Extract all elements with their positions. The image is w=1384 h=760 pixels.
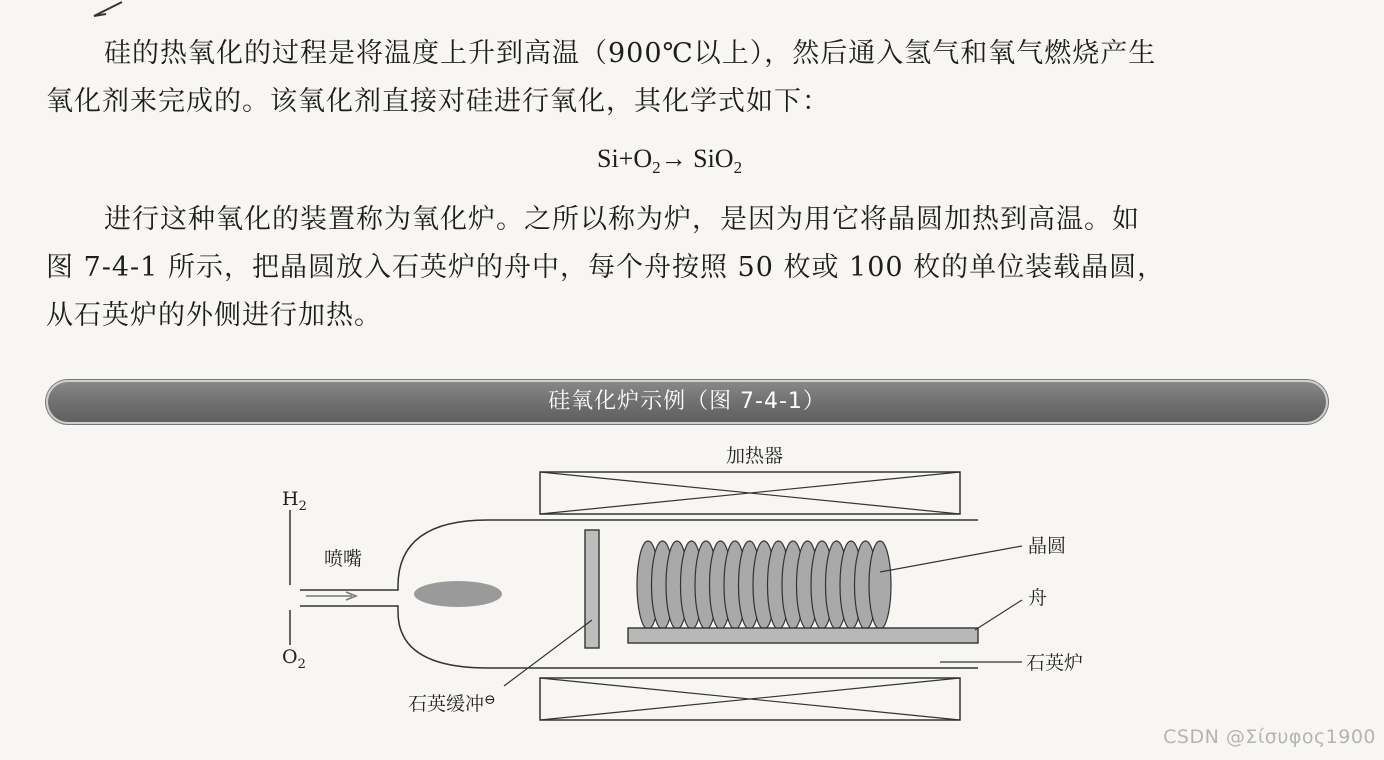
wafer-stack <box>637 541 891 629</box>
equation-reactants: Si+O <box>597 144 653 173</box>
flame-icon <box>414 581 502 607</box>
quartz-buffer-label: 石英缓冲⊖ <box>408 692 496 715</box>
wafer-boat <box>628 628 978 643</box>
wafer-label: 晶圆 <box>1028 535 1067 557</box>
boat-label: 舟 <box>1028 587 1048 609</box>
csdn-watermark: CSDN @Σίσυφος1900 <box>1163 726 1376 748</box>
o2-label: $O_2$ <box>282 646 306 672</box>
quartz-buffer-leader <box>504 620 592 686</box>
quartz-buffer-plate <box>585 530 599 648</box>
paragraph-line: 从石英炉的外侧进行加热。 <box>46 300 382 331</box>
wafer-leader <box>880 546 1022 572</box>
quartz-furnace-label: 石英炉 <box>1026 652 1084 674</box>
wafer <box>869 541 891 629</box>
equation-subscript: 2 <box>652 158 661 178</box>
figure-caption: 硅氧化炉示例（图 7-4-1） <box>548 389 826 414</box>
equation-subscript: 2 <box>733 158 743 178</box>
h2-label: $H_2$ <box>282 488 307 514</box>
gas-inlet <box>290 510 356 645</box>
paragraph-line: 硅的热氧化的过程是将温度上升到高温（900℃以上），然后通入氢气和氧气燃烧产生 <box>104 38 1157 69</box>
heater-top <box>540 472 960 514</box>
heater-bottom <box>540 678 960 720</box>
boat-leader <box>975 600 1022 630</box>
nozzle-label: 喷嘴 <box>324 548 363 570</box>
paragraph-line: 氧化剂来完成的。该氧化剂直接对硅进行氧化，其化学式如下： <box>46 86 830 117</box>
equation-product: → SiO <box>660 144 734 173</box>
paragraph-line: 进行这种氧化的装置称为氧化炉。之所以称为炉，是因为用它将晶圆加热到高温。如 <box>104 204 1140 235</box>
heater-label: 加热器 <box>726 445 784 467</box>
paragraph-line: 图 7-4-1 所示，把晶圆放入石英炉的舟中，每个舟按照 50 枚或 100 枚的单位装载晶圆， <box>46 252 1166 283</box>
